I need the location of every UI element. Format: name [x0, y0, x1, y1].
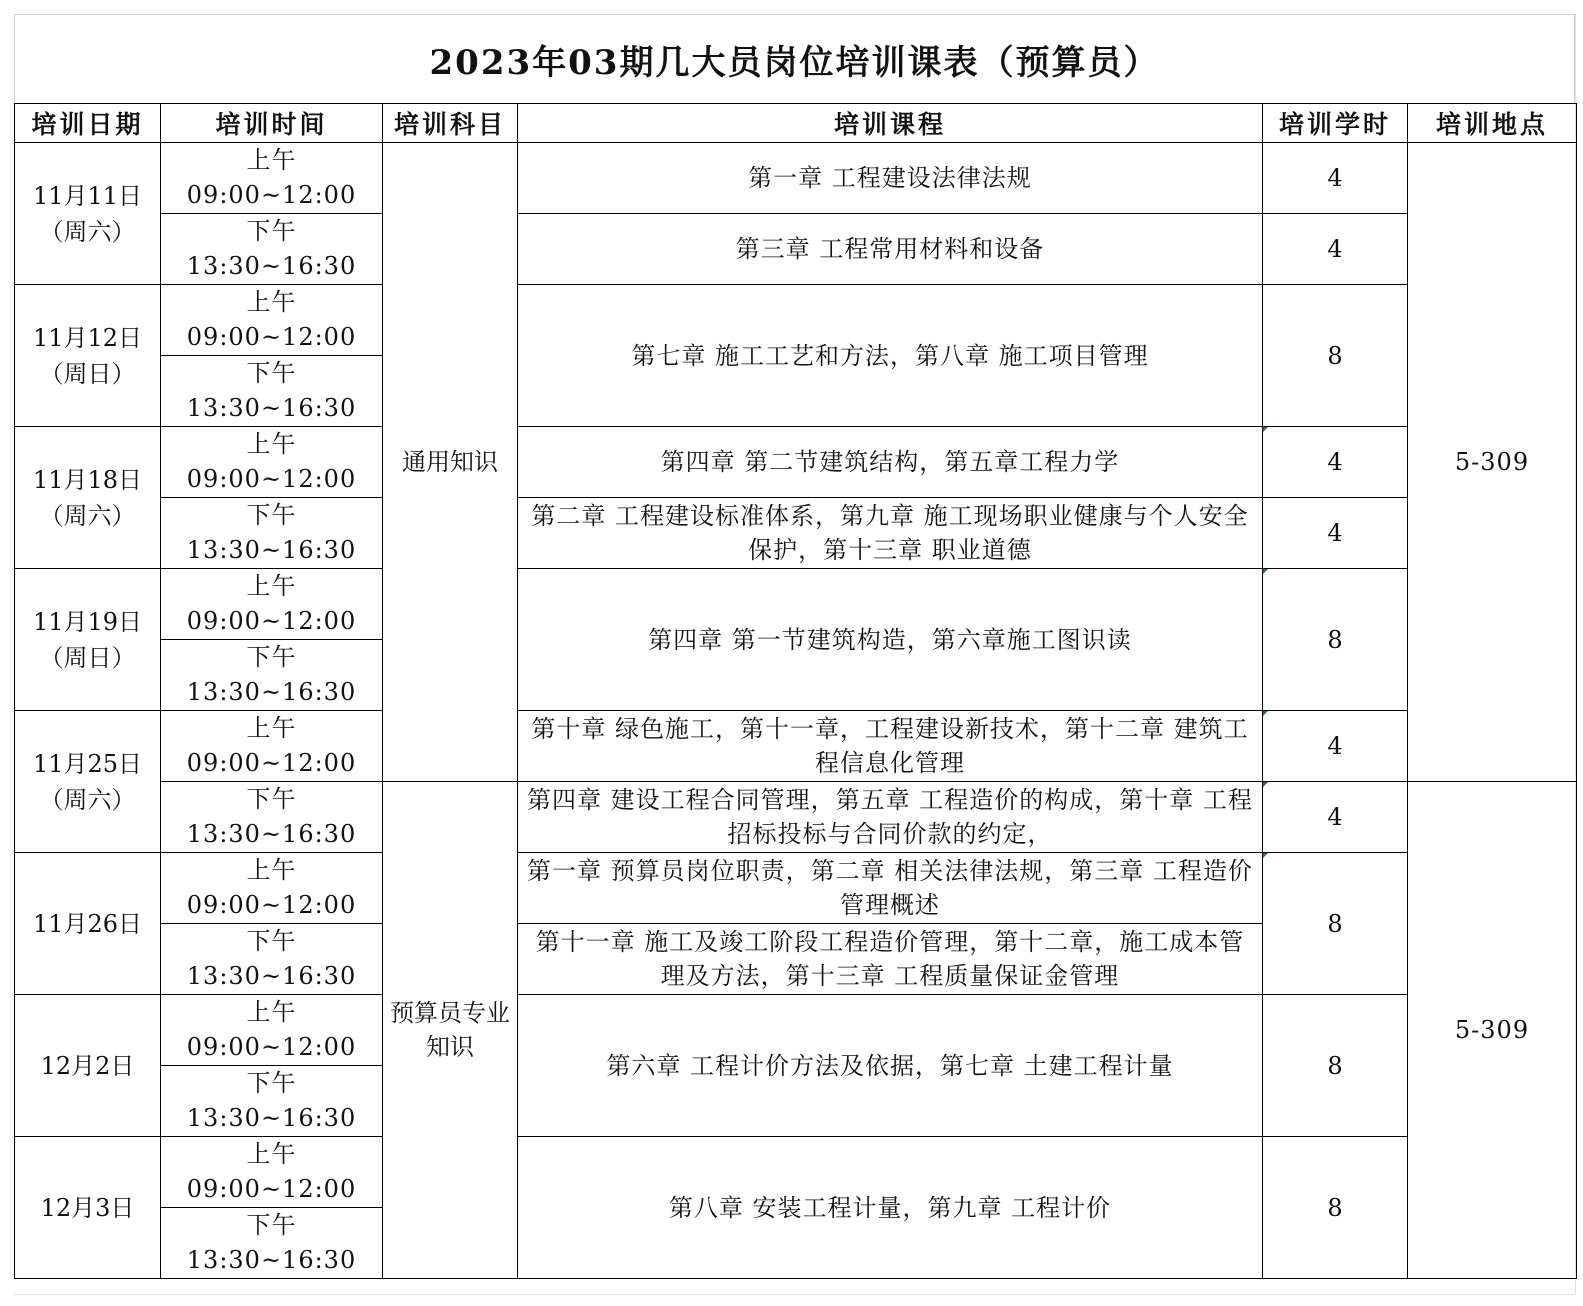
header-hours: 培训学时	[1263, 104, 1408, 143]
time-cell: 上午 09:00~12:00	[161, 995, 383, 1066]
time-cell: 下午 13:30~16:30	[161, 214, 383, 285]
date-cell: 11月11日 （周六）	[15, 143, 161, 285]
table-row	[15, 995, 1577, 1066]
hours-cell: 4	[1263, 214, 1408, 285]
header-time: 培训时间	[161, 104, 383, 143]
course-cell: 第四章 第二节建筑结构，第五章工程力学	[518, 427, 1263, 498]
course-cell: 第七章 施工工艺和方法，第八章 施工项目管理	[518, 285, 1263, 427]
table-row	[15, 711, 1577, 782]
hours-cell: 8	[1263, 1137, 1408, 1279]
time-cell: 上午 09:00~12:00	[161, 1137, 383, 1208]
time-cell: 上午 09:00~12:00	[161, 427, 383, 498]
course-cell: 第六章 工程计价方法及依据，第七章 土建工程计量	[518, 995, 1263, 1137]
course-cell: 第十章 绿色施工，第十一章，工程建设新技术，第十二章 建筑工程信息化管理	[518, 711, 1263, 782]
header-course: 培训课程	[518, 104, 1263, 143]
schedule-table	[14, 103, 1577, 1279]
course-cell: 第三章 工程常用材料和设备	[518, 214, 1263, 285]
date-cell: 11月25日 （周六）	[15, 711, 161, 853]
table-row	[15, 1137, 1577, 1208]
time-cell: 上午 09:00~12:00	[161, 711, 383, 782]
time-cell: 上午 09:00~12:00	[161, 143, 383, 214]
hours-cell: 4	[1263, 498, 1408, 569]
date-cell: 11月12日 （周日）	[15, 285, 161, 427]
time-cell: 上午 09:00~12:00	[161, 569, 383, 640]
time-cell: 下午 13:30~16:30	[161, 498, 383, 569]
table-row	[15, 143, 1577, 214]
course-cell: 第四章 建设工程合同管理，第五章 工程造价的构成，第十章 工程招标投标与合同价款的约定，	[518, 782, 1263, 853]
date-cell: 11月26日	[15, 853, 161, 995]
place-cell: 5-309	[1408, 782, 1577, 1279]
time-cell: 下午 13:30~16:30	[161, 640, 383, 711]
course-cell: 第一章 工程建设法律法规	[518, 143, 1263, 214]
date-cell: 11月19日 （周日）	[15, 569, 161, 711]
time-cell: 上午 09:00~12:00	[161, 285, 383, 356]
header-row	[15, 104, 1577, 143]
course-cell: 第八章 安装工程计量，第九章 工程计价	[518, 1137, 1263, 1279]
time-cell: 下午 13:30~16:30	[161, 924, 383, 995]
hours-cell: 8	[1263, 569, 1408, 711]
table-row	[15, 427, 1577, 498]
page-title: 2023年03期几大员岗位培训课表（预算员）	[14, 14, 1575, 103]
time-cell: 下午 13:30~16:30	[161, 1066, 383, 1137]
hours-cell: 4	[1263, 427, 1408, 498]
hours-cell: 4	[1263, 711, 1408, 782]
time-cell: 下午 13:30~16:30	[161, 356, 383, 427]
hours-cell: 8	[1263, 995, 1408, 1137]
table-row	[15, 569, 1577, 640]
hours-cell: 4	[1263, 143, 1408, 214]
time-cell: 下午 13:30~16:30	[161, 1208, 383, 1279]
hours-cell: 4	[1263, 782, 1408, 853]
subject-cell: 预算员专业知识	[383, 782, 518, 1279]
table-row	[15, 782, 1577, 853]
table-row	[15, 853, 1577, 924]
date-cell: 11月18日 （周六）	[15, 427, 161, 569]
header-date: 培训日期	[15, 104, 161, 143]
table-row	[15, 498, 1577, 569]
table-row	[15, 214, 1577, 285]
gridline	[14, 1294, 1576, 1295]
header-subject: 培训科目	[383, 104, 518, 143]
date-cell: 12月3日	[15, 1137, 161, 1279]
course-cell: 第十一章 施工及竣工阶段工程造价管理，第十二章，施工成本管理及方法，第十三章 工程质量保证金管理	[518, 924, 1263, 995]
hours-cell: 8	[1263, 285, 1408, 427]
course-cell: 第二章 工程建设标准体系，第九章 施工现场职业健康与个人安全保护，第十三章 职业道德	[518, 498, 1263, 569]
subject-cell: 通用知识	[383, 143, 518, 782]
place-cell: 5-309	[1408, 143, 1577, 782]
time-cell: 下午 13:30~16:30	[161, 782, 383, 853]
header-place: 培训地点	[1408, 104, 1577, 143]
course-cell: 第一章 预算员岗位职责，第二章 相关法律法规，第三章 工程造价管理概述	[518, 853, 1263, 924]
course-cell: 第四章 第一节建筑构造，第六章施工图识读	[518, 569, 1263, 711]
time-cell: 上午 09:00~12:00	[161, 853, 383, 924]
hours-cell: 8	[1263, 853, 1408, 995]
table-row	[15, 285, 1577, 356]
date-cell: 12月2日	[15, 995, 161, 1137]
